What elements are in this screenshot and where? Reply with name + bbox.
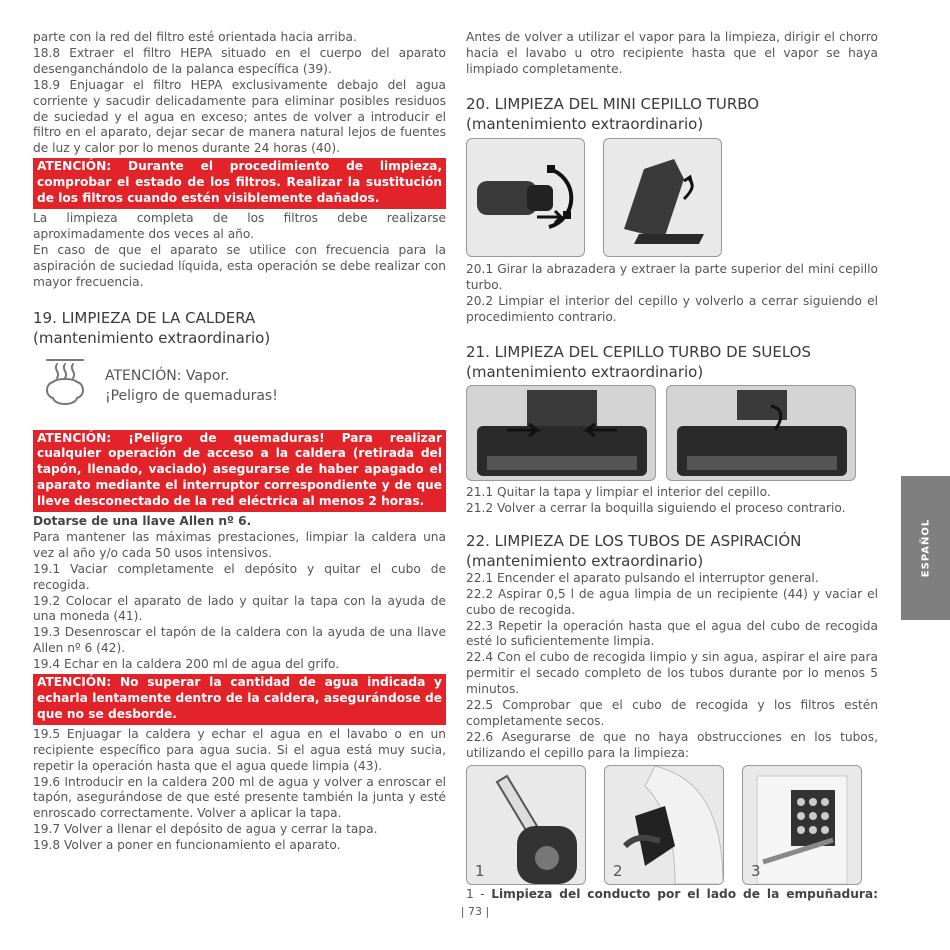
paragraph: 19.4 Echar en la caldera 200 ml de agua del grifo. bbox=[33, 657, 340, 672]
paragraph: 19.8 Volver a poner en funcionamiento el aparato. bbox=[33, 838, 341, 853]
tube-image-2 bbox=[604, 765, 724, 885]
paragraph: 22.4 Con el cubo de recogida limpio y sin agua, aspirar el aire para permitir el secado completo de los tubos durante por lo menos 5 minutos. bbox=[466, 650, 878, 697]
right-column-part2 bbox=[466, 262, 878, 382]
paragraph: 19.6 Introducir en la caldera 200 ml de agua y volver a enroscar el tapón, asegurándose de que esté presente también la junta y esté enroscado correctamente. Volver a aplicar la tapa. bbox=[33, 774, 446, 821]
paragraph bbox=[466, 887, 878, 903]
page-number: | 73 | bbox=[460, 905, 490, 918]
right-column-part3 bbox=[466, 485, 878, 762]
language-label: ESPAÑOL bbox=[920, 518, 931, 578]
tube-cleaning-illustration bbox=[605, 766, 723, 884]
paragraph: 18.9 Enjuagar el filtro HEPA exclusivamente debajo del agua corriente y sacudir delicadamente para eliminar posibles residuos de suciedad y el agua en exceso; antes de volver a introducir el filtro en el aparato, dejar secar de manera natural lejos de fuentes de luz y calor por lo menos durante 24 horas (40). bbox=[33, 77, 446, 156]
tube-image-3 bbox=[742, 765, 862, 885]
mini-brush-image-1 bbox=[466, 138, 585, 257]
right-column bbox=[466, 30, 878, 134]
paragraph: 22.2 Aspirar 0,5 l de agua limpia de un recipiente (44) y vaciar el cubo de recogida. bbox=[466, 586, 878, 617]
mini-turbo-brush-illustration bbox=[467, 139, 584, 256]
steam-hazard-icon bbox=[43, 358, 87, 408]
section-subtitle-20: (mantenimiento extraordinario) bbox=[466, 114, 704, 133]
paragraph: 22.3 Repetir la operación hasta que el agua del cubo de recogida esté lo suficientemente limpia. bbox=[466, 618, 878, 649]
floor-turbo-brush-open-illustration bbox=[667, 386, 855, 480]
paragraph: 20.2 Limpiar el interior del cepillo y volverlo a cerrar siguiendo el procedimiento contrario. bbox=[466, 293, 878, 324]
left-column bbox=[33, 30, 446, 854]
section-title-22: 22. LIMPIEZA DE LOS TUBOS DE ASPIRACIÓN bbox=[466, 531, 802, 550]
section-subtitle-22: (mantenimiento extraordinario) bbox=[466, 551, 704, 570]
handle-tube-illustration bbox=[467, 766, 585, 884]
mini-turbo-brush-open-illustration bbox=[604, 139, 721, 256]
paragraph: 22.5 Comprobar que el cubo de recogida y los filtros estén completamente secos. bbox=[466, 698, 878, 728]
last-line bbox=[466, 887, 878, 903]
list-prefix: 1 - bbox=[466, 887, 492, 901]
warning-line-1: ATENCIÓN: Vapor. bbox=[105, 367, 230, 384]
warning-box: ATENCIÓN: ¡Peligro de quemaduras! Para realizar cualquier operación de acceso a la caldera (retirada del tapón, llenado, vaciado) asegurarse de haber apagado el aparato mediante el interruptor correspondiente y de que lleve desconectado de la red eléctrica al menos 2 horas. bbox=[33, 430, 446, 513]
paragraph: 21.2 Volver a cerrar la boquilla siguiendo el proceso contrario. bbox=[466, 500, 846, 515]
paragraph: 19.1 Vaciar completamente el depósito y quitar el cubo de recogida. bbox=[33, 561, 446, 592]
paragraph: La limpieza completa de los filtros debe realizarse aproximadamente dos veces al año. bbox=[33, 210, 446, 241]
image-number: 1 bbox=[475, 862, 485, 880]
paragraph: 22.6 Asegurarse de que no haya obstrucciones en los tubos, utilizando el cepillo para la limpieza: bbox=[466, 729, 878, 760]
section-subtitle-19: (mantenimiento extraordinario) bbox=[33, 328, 271, 347]
warning-box: ATENCIÓN: No superar la cantidad de agua indicada y echarla lentamente dentro de la caldera, asegurándose de que no se desborde. bbox=[33, 674, 446, 725]
paragraph: parte con la red del filtro esté orientada hacia arriba. bbox=[33, 30, 357, 44]
filter-compartment-illustration bbox=[743, 766, 861, 884]
image-number: 2 bbox=[613, 862, 623, 880]
tube-image-1 bbox=[466, 765, 586, 885]
steam-warning bbox=[43, 358, 446, 408]
paragraph: 19.3 Desenroscar el tapón de la caldera con la ayuda de una llave Allen nº 6 (42). bbox=[33, 625, 446, 656]
list-heading: Limpieza del conducto por el lado de la empuñadura: bbox=[491, 887, 878, 901]
floor-turbo-brush-illustration bbox=[467, 386, 655, 480]
tool-note: Dotarse de una llave Allen nº 6. bbox=[33, 514, 252, 529]
section-title-20: 20. LIMPIEZA DEL MINI CEPILLO TURBO bbox=[466, 94, 760, 113]
floor-brush-image-1 bbox=[466, 385, 656, 481]
section-title-19: 19. LIMPIEZA DE LA CALDERA bbox=[33, 308, 256, 327]
warning-line-2: ¡Peligro de quemaduras! bbox=[105, 387, 278, 404]
paragraph: 22.1 Encender el aparato pulsando el interruptor general. bbox=[466, 570, 819, 585]
paragraph: Antes de volver a utilizar el vapor para la limpieza, dirigir el chorro hacia el lavabo u otro recipiente hasta que el vapor se haya limpiado completamente. bbox=[466, 30, 878, 76]
floor-brush-image-2 bbox=[666, 385, 856, 481]
mini-brush-image-2 bbox=[603, 138, 722, 257]
warning-box: ATENCIÓN: Durante el procedimiento de limpieza, comprobar el estado de los filtros. Realizar la sustitución de los filtros cuando estén visiblemente dañados. bbox=[33, 158, 446, 209]
paragraph: 19.7 Volver a llenar el depósito de agua y cerrar la tapa. bbox=[33, 822, 378, 837]
language-tab bbox=[901, 476, 950, 620]
paragraph: En caso de que el aparato se utilice con frecuencia para la aspiración de suciedad líquida, esta operación se debe realizar con mayor frecuencia. bbox=[33, 242, 446, 289]
paragraph: Para mantener las máximas prestaciones, limpiar la caldera una vez al año y/o cada 50 usos intensivos. bbox=[33, 529, 446, 560]
paragraph: 18.8 Extraer el filtro HEPA situado en el cuerpo del aparato desenganchándolo de la palanca específica (39). bbox=[33, 45, 446, 76]
section-subtitle-21: (mantenimiento extraordinario) bbox=[466, 362, 704, 381]
paragraph: 20.1 Girar la abrazadera y extraer la parte superior del mini cepillo turbo. bbox=[466, 262, 878, 292]
paragraph: 19.5 Enjuagar la caldera y echar el agua en el lavabo o en un recipiente específico para agua sucia. Si el agua está muy sucia, repetir la operación hasta que el agua quede limpia (43). bbox=[33, 726, 446, 773]
section-title-21: 21. LIMPIEZA DEL CEPILLO TURBO DE SUELOS bbox=[466, 342, 812, 361]
paragraph: 21.1 Quitar la tapa y limpiar el interior del cepillo. bbox=[466, 485, 771, 499]
paragraph: 19.2 Colocar el aparato de lado y quitar la tapa con la ayuda de una moneda (41). bbox=[33, 593, 446, 624]
image-number: 3 bbox=[751, 862, 761, 880]
